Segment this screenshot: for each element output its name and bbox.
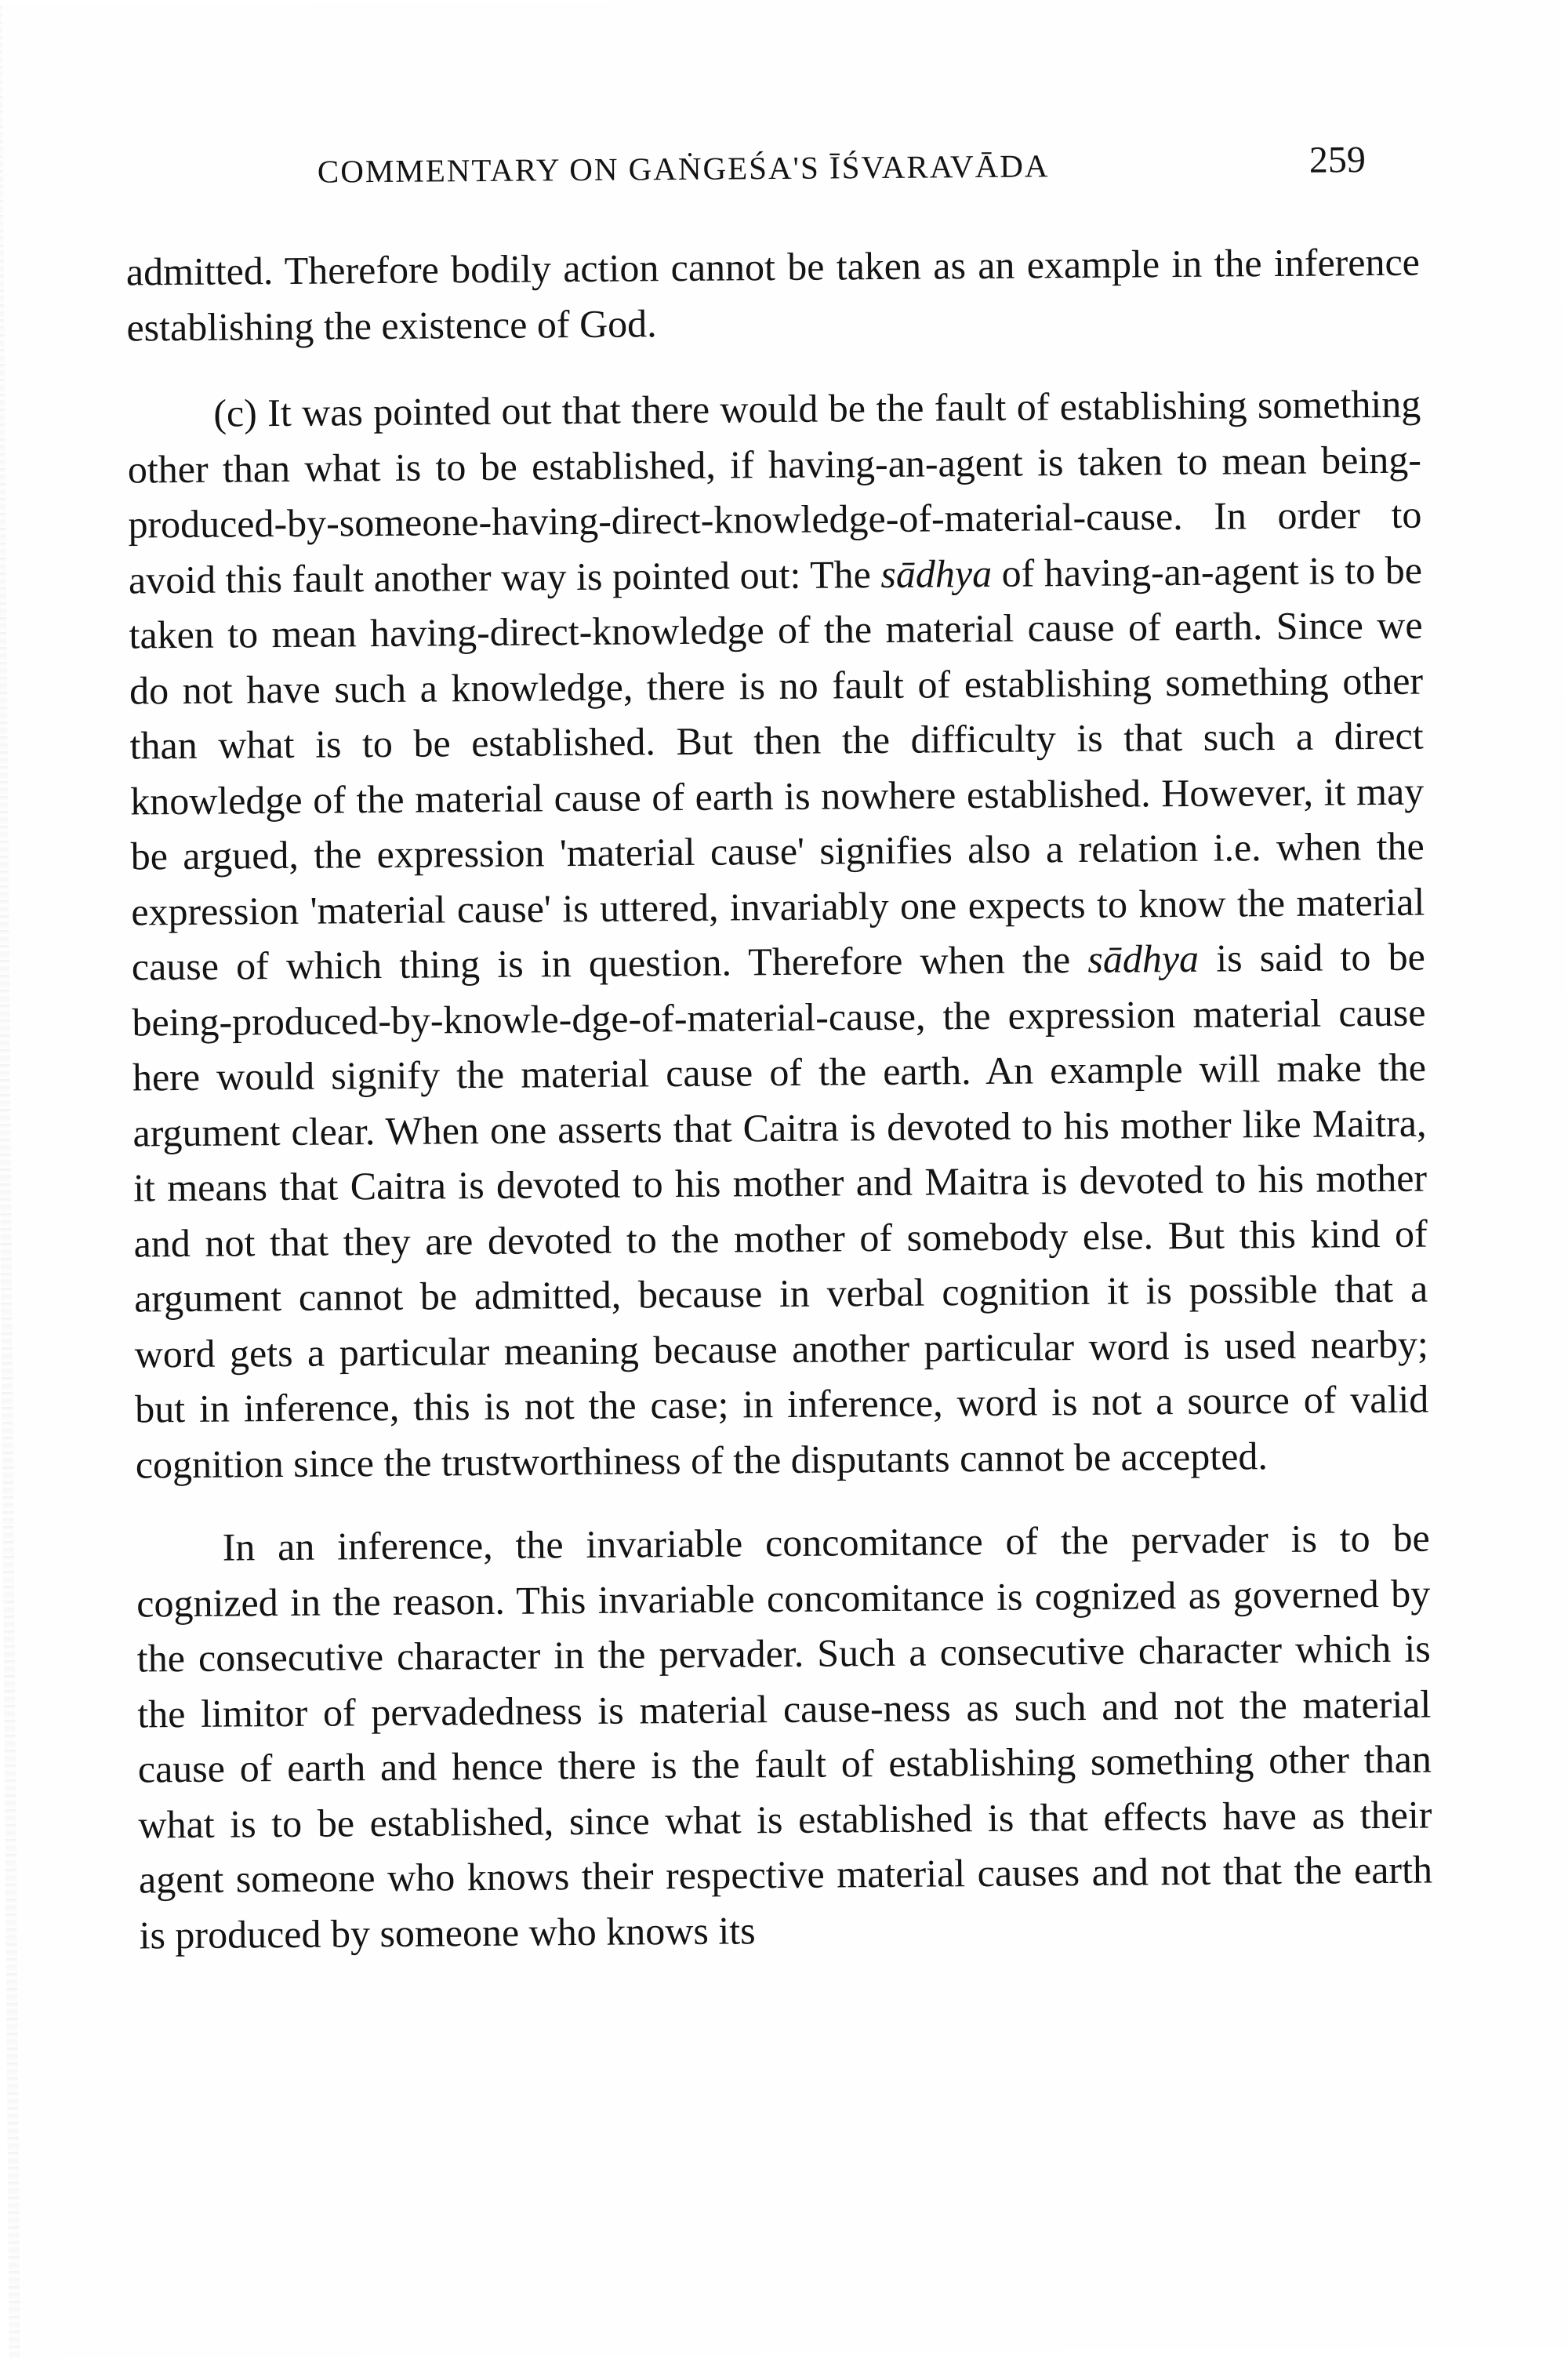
running-head [0, 139, 1560, 210]
paragraph-3-text: In an inference, the invariable concomitance of the pervader is to be cognized in the reason. This invariable concomitance is cognized as governed by the consecutive character in the pervader. Such a consecutive character which is the limitor of pervadedness is material cause-ness as such and not the material cause of earth and hence there is the fault of establishing something other than what is to be established, since what is established is that effects have as their agent someone who knows their respective material causes and not that the earth is produced by someone who knows its [136, 1515, 1433, 1957]
page-edge-shadow [0, 6, 20, 2359]
paragraph-2-term-sadhya-2: sādhya [1087, 936, 1200, 981]
paragraph-2-text-a: (c) It was pointed out that there would be the fault of establishing something other than what is to be established, if having-an-agent is taken to mean being-produced-by-someone-having-direct-knowledge-of-material-cause. In order to avoid this fault another way is pointed out: The [127, 381, 1422, 602]
paragraph-3 [136, 1510, 1432, 1963]
body-text [126, 234, 1433, 1963]
page-number: 259 [1308, 139, 1367, 181]
paragraph-2-term-sadhya-1: sādhya [880, 551, 993, 596]
paragraph-1 [126, 234, 1421, 355]
running-title: COMMENTARY ON GAṄGEŚA'S ĪŚVARAVĀDA [317, 147, 1050, 190]
paragraph-2 [127, 376, 1429, 1492]
paragraph-1-text: admitted. Therefore bodily action cannot be taken as an example in the inference establishing the existence of God. [125, 239, 1421, 350]
paragraph-2-text-c: is said to be being-produced-by-knowle-dge-of-material-cause, the expression material cause here would signify the material cause of the earth. An example will make the argument clear. When one asserts that Caitra is devoted to his mother like Maitra, it means that Caitra is devoted to his mother and Maitra is devoted to his mother and not that they are devoted to the mother of somebody else. But this kind of argument cannot be admitted, because in verbal cognition it is possible that a word gets a particular meaning because another particular word is used nearby; but in inference, this is not the case; in inference, word is not a source of valid cognition since the trustworthiness of the disputants cannot be accepted. [132, 934, 1429, 1487]
paragraph-2-text-b: of having-an-agent is to be taken to mean having-direct-knowledge of the material cause of earth. Since we do not have such a knowledge, there is no fault of establishing something other than what is to be established. But then the difficulty is that such a direct knowledge of the material cause of earth is nowhere established. However, it may be argued, the expression 'material cause' signifies also a relation i.e. when the expression 'material cause' is uttered, invariably one expects to know the material cause of which thing is in question. Therefore when the [129, 547, 1425, 989]
